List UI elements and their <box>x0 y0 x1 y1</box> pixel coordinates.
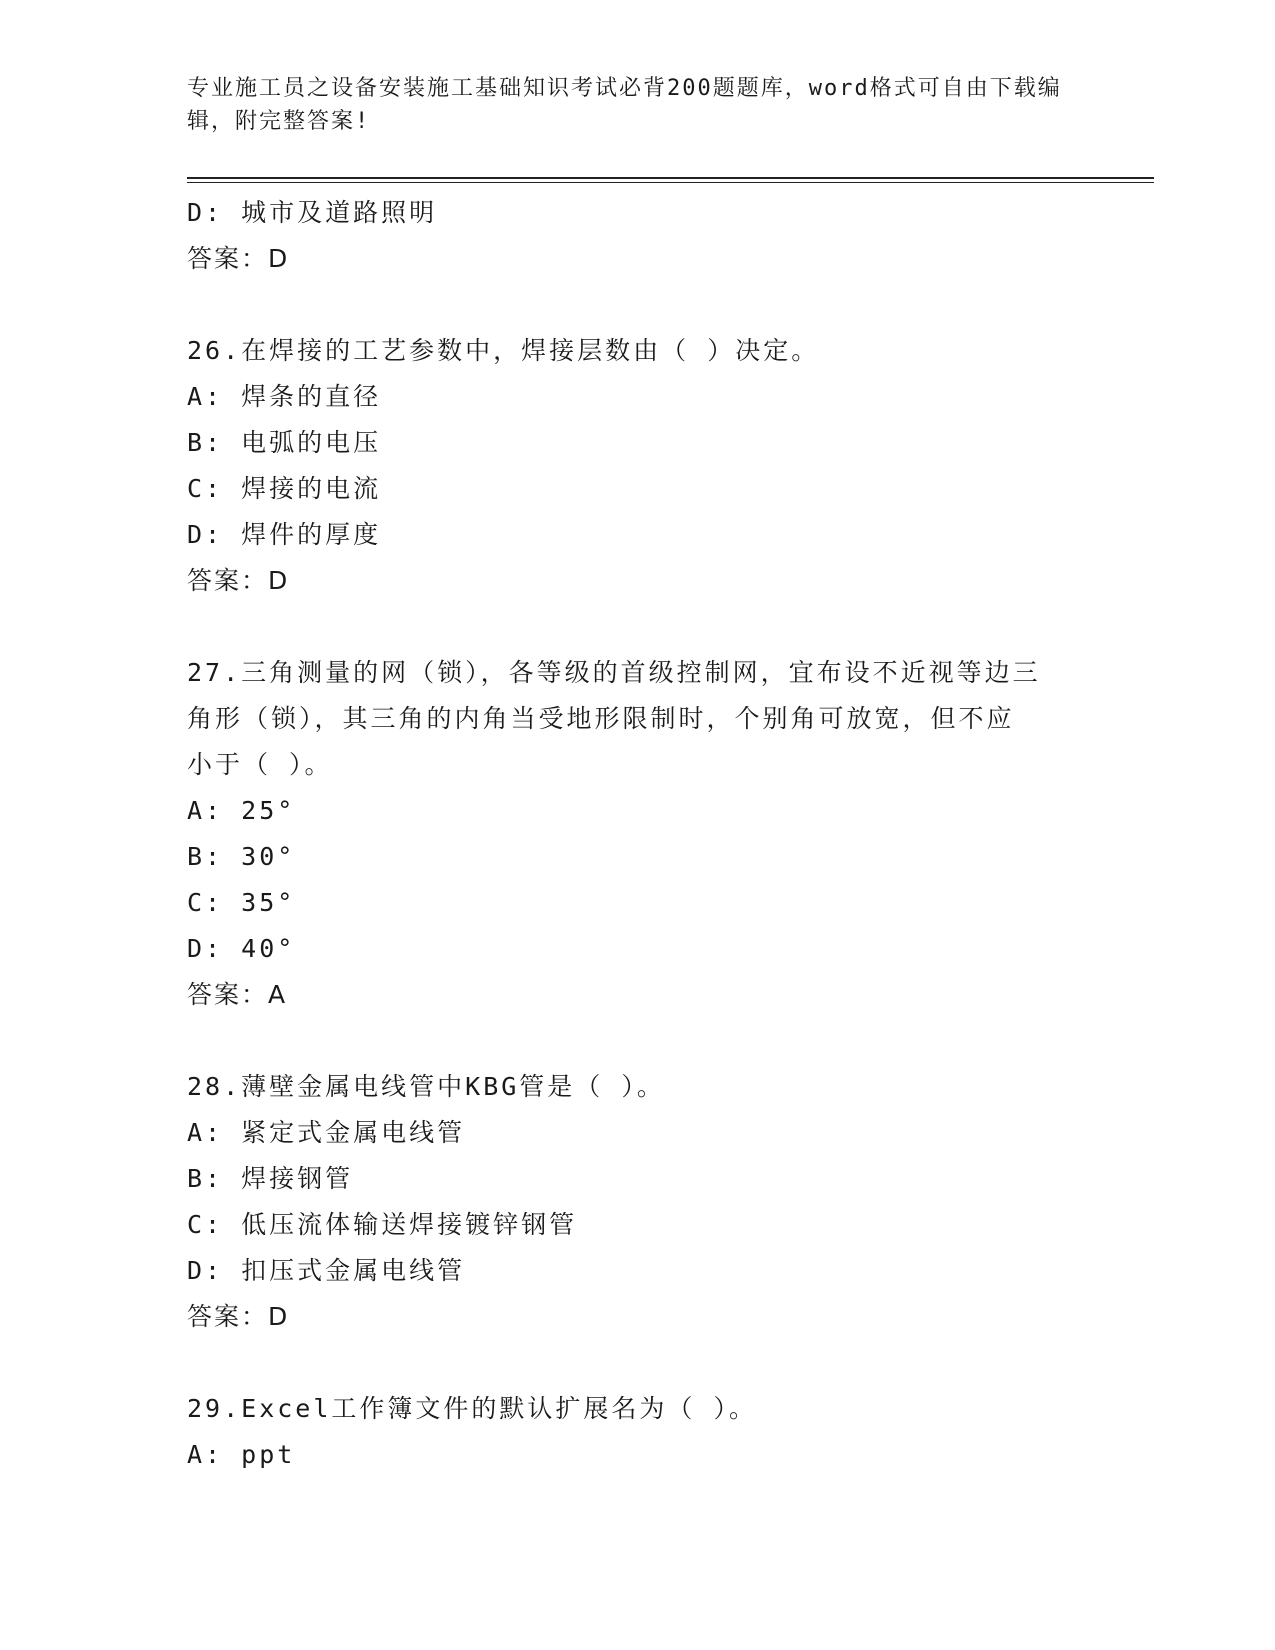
option-c: C: 焊接的电流 <box>187 474 382 503</box>
header-divider-thick <box>187 177 1154 179</box>
question-28 <box>187 1064 1087 1340</box>
header-title: 专业施工员之设备安装施工基础知识考试必背200题题库，word格式可自由下载编辑，附完整答案! <box>187 76 1062 134</box>
question-stem-line-2: 角形（锁），其三角的内角当受地形限制时，个别角可放宽，但不应 <box>187 704 1015 733</box>
option-b: B: 电弧的电压 <box>187 428 382 457</box>
option-c: C: 低压流体输送焊接镀锌钢管 <box>187 1210 578 1239</box>
question-26 <box>187 328 1087 604</box>
header-divider-thin <box>187 182 1154 183</box>
question-stem-line-1: 27.三角测量的网（锁），各等级的首级控制网，宜布设不近视等边三 <box>187 658 1041 687</box>
option-c: C: 35° <box>187 888 296 917</box>
option-a: A: 焊条的直径 <box>187 382 382 411</box>
question-stem: 29.Excel工作簿文件的默认扩展名为（ ）。 <box>187 1394 757 1423</box>
option-a: A: 25° <box>187 796 296 825</box>
option-b: B: 焊接钢管 <box>187 1164 354 1193</box>
question-25-tail <box>187 190 1087 282</box>
option-d: D: 焊件的厚度 <box>187 520 382 549</box>
option-d: D: 城市及道路照明 <box>187 198 438 227</box>
option-b: B: 30° <box>187 842 296 871</box>
option-a: A: 紧定式金属电线管 <box>187 1118 466 1147</box>
answer-line: 答案：A <box>187 980 288 1009</box>
question-29 <box>187 1386 1087 1478</box>
question-27 <box>187 650 1087 1018</box>
question-stem: 26.在焊接的工艺参数中，焊接层数由（ ）决定。 <box>187 336 820 365</box>
question-stem: 28.薄壁金属电线管中KBG管是（ ）。 <box>187 1072 665 1101</box>
answer-line: 答案：D <box>187 244 290 273</box>
option-a: A: ppt <box>187 1440 296 1469</box>
answer-line: 答案：D <box>187 1302 290 1331</box>
question-stem-line-3: 小于（ ）。 <box>187 750 333 779</box>
option-d: D: 扣压式金属电线管 <box>187 1256 466 1285</box>
option-d: D: 40° <box>187 934 296 963</box>
answer-line: 答案：D <box>187 566 290 595</box>
document-header <box>187 72 1087 138</box>
question-list <box>187 190 1087 1478</box>
